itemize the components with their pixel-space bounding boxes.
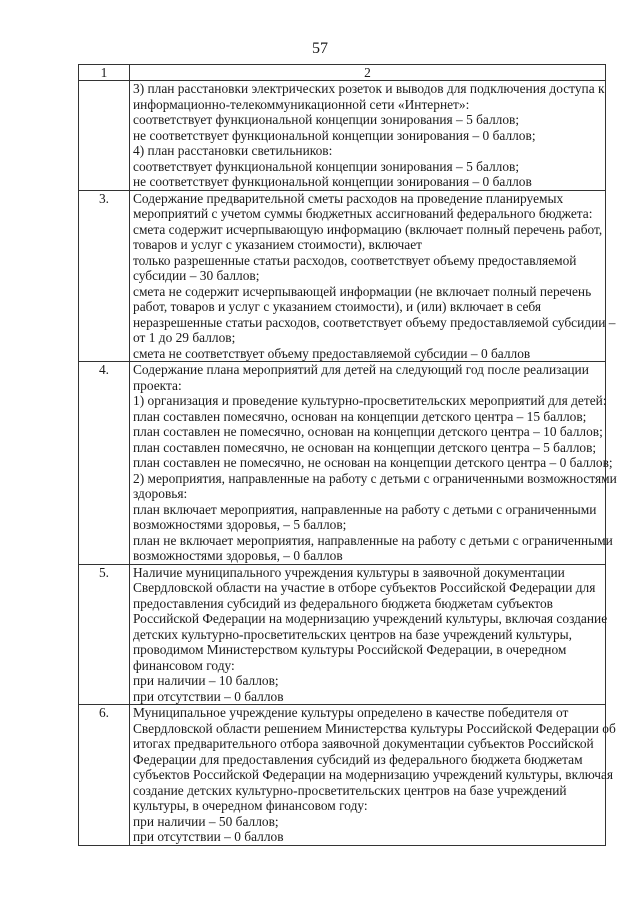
text-line: 2) мероприятия, направленные на работу с детьми с ограниченными возможностями: [133, 470, 617, 486]
text-line: Содержание плана мероприятий для детей на следующий год после реализации: [133, 362, 589, 377]
row-criteria-text: [130, 705, 616, 846]
text-line: предоставления субсидий из федерального бюджета бюджетам субъектов: [133, 595, 553, 611]
row-criteria-text: [130, 564, 606, 705]
text-line: финансовом году:: [133, 657, 235, 673]
text-line: от 1 до 29 баллов;: [133, 330, 236, 345]
text-line: информационно-телекоммуникационной сети «Интернет»:: [133, 96, 470, 112]
text-line: 3) план расстановки электрических розеток и выводов для подключения доступа к: [133, 81, 605, 96]
header-col-2: 2: [130, 65, 606, 81]
table-row: [79, 705, 606, 846]
row-number: 5.: [79, 564, 130, 705]
text-line: план включает мероприятия, направленные на работу с детьми с ограниченными: [133, 501, 597, 517]
text-line: смета содержит исчерпывающую информацию (включает полный перечень работ,: [133, 221, 603, 237]
text-line: план не включает мероприятия, направленные на работу с детьми с ограниченными: [133, 532, 613, 548]
row-number: [79, 81, 130, 191]
row-number: 4.: [79, 362, 130, 565]
text-line: 1) организация и проведение культурно-просветительских мероприятий для детей:: [133, 393, 607, 408]
text-line: Федерации для предоставления субсидий из федерального бюджета бюджетам: [133, 751, 583, 767]
text-line: при отсутствии – 0 баллов: [133, 688, 284, 704]
row-number: 3.: [79, 190, 130, 362]
text-line: проекта:: [133, 377, 182, 393]
table-row: [79, 564, 606, 705]
text-line: план составлен помесячно, основан на концепции детского центра – 15 баллов;: [133, 408, 587, 424]
text-line: работ, товаров и услуг с указанием стоимости), и (или) включает в себя: [133, 299, 542, 314]
text-line: Муниципальное учреждение культуры определено в качестве победителя от: [133, 705, 569, 720]
text-line: Свердловской области на участие в отборе субъектов Российской Федерации для: [133, 580, 596, 595]
text-line: Свердловской области решением Министерства культуры Российской Федерации об: [133, 720, 616, 736]
text-line: возможностями здоровья, – 5 баллов;: [133, 517, 347, 532]
row-number: 6.: [79, 705, 130, 846]
text-line: Российской Федерации на модернизацию учреждений культуры, включая создание: [133, 611, 608, 626]
text-line: создание детских культурно-просветительских центров на базе учреждений: [133, 782, 567, 798]
text-line: возможностями здоровья, – 0 баллов: [133, 548, 343, 563]
text-line: не соответствует функциональной концепции зонирования – 0 баллов;: [133, 127, 536, 143]
text-line: план составлен не помесячно, основан на концепции детского центра – 10 баллов;: [133, 424, 603, 439]
text-line: культуры, в очередном финансовом году:: [133, 798, 368, 813]
text-line: при отсутствии – 0 баллов: [133, 829, 284, 844]
row-criteria-text: [130, 81, 606, 191]
text-line: смета не содержит исчерпывающей информации (не включает полный перечень: [133, 283, 592, 299]
header-col-1: 1: [79, 65, 130, 81]
text-line: товаров и услуг с указанием стоимости), включает: [133, 237, 423, 252]
text-line: только разрешенные статьи расходов, соответствует объему предоставляемой: [133, 252, 577, 268]
row-criteria-text: [130, 362, 617, 565]
text-line: субсидии – 30 баллов;: [133, 268, 260, 283]
table-header-row: [79, 65, 606, 81]
text-line: план составлен помесячно, не основан на концепции детского центра – 5 баллов;: [133, 439, 597, 455]
text-line: итогах предварительного отбора заявочной документации субъектов Российской: [133, 736, 594, 751]
table-row: [79, 362, 606, 565]
text-line: не соответствует функциональной концепции зонирования – 0 баллов: [133, 174, 532, 189]
criteria-table: [78, 64, 617, 846]
text-line: план составлен не помесячно, не основан на концепции детского центра – 0 баллов;: [133, 455, 613, 470]
text-line: при наличии – 10 баллов;: [133, 673, 279, 688]
row-criteria-text: [130, 190, 616, 362]
text-line: при наличии – 50 баллов;: [133, 813, 279, 829]
text-line: соответствует функциональной концепции зонирования – 5 баллов;: [133, 158, 520, 174]
text-line: проводимом Министерством культуры Российской Федерации, в очередном: [133, 642, 567, 657]
text-line: неразрешенные статьи расходов, соответствует объему предоставляемой субсидии –: [133, 314, 616, 330]
text-line: Содержание предварительной сметы расходов на проведение планируемых: [133, 190, 564, 206]
text-line: детских культурно-просветительских центров на базе учреждений культуры,: [133, 626, 572, 642]
table-row: [79, 190, 606, 362]
text-line: субъектов Российской Федерации на модернизацию учреждений культуры, включая: [133, 767, 614, 782]
text-line: мероприятий с учетом суммы бюджетных ассигнований федерального бюджета:: [133, 206, 593, 221]
text-line: смета не соответствует объему предоставляемой субсидии – 0 баллов: [133, 345, 531, 361]
text-line: соответствует функциональной концепции зонирования – 5 баллов;: [133, 112, 520, 127]
text-line: здоровья:: [133, 486, 188, 501]
text-line: 4) план расстановки светильников:: [133, 143, 333, 158]
text-line: Наличие муниципального учреждения культуры в заявочной документации: [133, 564, 565, 580]
table-row: [79, 81, 606, 191]
page-number: 57: [312, 40, 328, 57]
